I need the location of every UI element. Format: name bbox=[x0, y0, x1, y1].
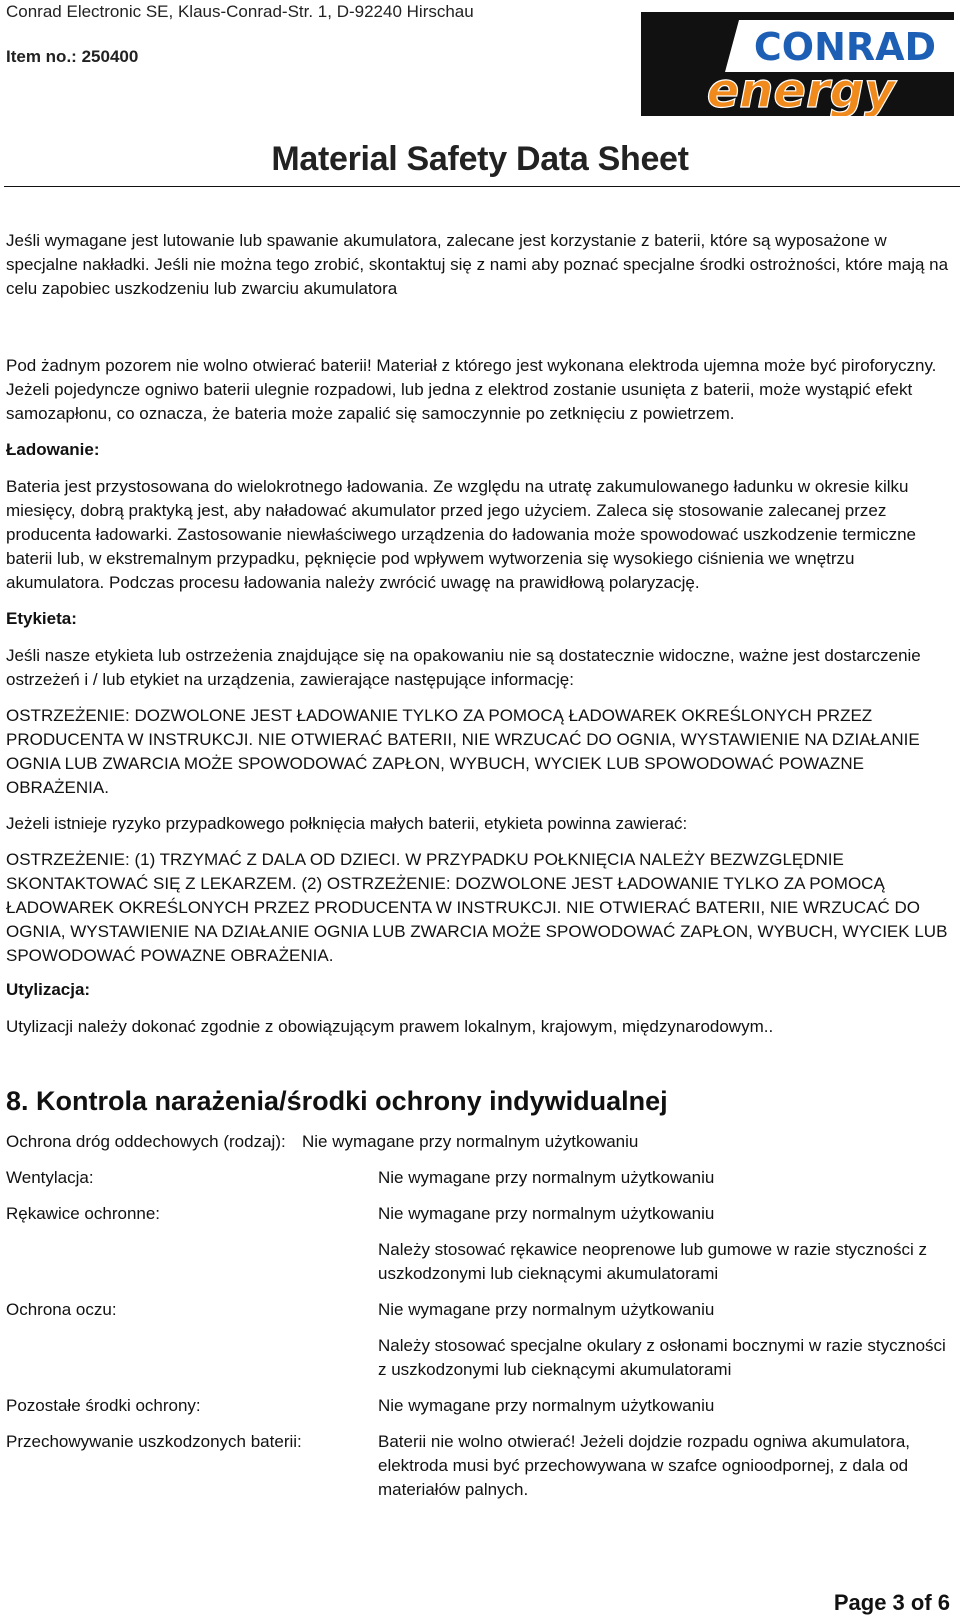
title-divider bbox=[4, 186, 960, 187]
other-measures-label: Pozostałe środki ochrony: bbox=[6, 1396, 201, 1415]
section-8-title: 8. Kontrola narażenia/środki ochrony indywidualnej bbox=[6, 1086, 668, 1116]
disposal-paragraph: Utylizacji należy dokonać zgodnie z obowiązującym prawem lokalnym, krajowym, międzynarodowym.. bbox=[6, 1017, 774, 1036]
label-intro-paragraph: Jeśli nasze etykieta lub ostrzeżenia znajdujące się na opakowaniu nie są dostatecznie widoczne, ważne jest dostarczenie ostrzeżeń i / lub etykiet na urządzenia, zawierające następujące informację: bbox=[6, 646, 921, 689]
eyes-value: Nie wymagane przy normalnym użytkowaniu bbox=[378, 1300, 715, 1319]
logo-energy-text: energy bbox=[706, 63, 896, 116]
logo-conrad-text: CONRAD bbox=[753, 25, 937, 69]
label-heading: Etykieta: bbox=[6, 609, 77, 628]
disposal-heading: Utylizacja: bbox=[6, 980, 91, 999]
page-number: Page 3 of 6 bbox=[833, 1590, 950, 1615]
charging-heading: Ładowanie: bbox=[6, 440, 100, 459]
charging-paragraph: Bateria jest przystosowana do wielokrotnego ładowania. Ze względu na utratę zakumulowanego ładunku w okresie kilku miesięcy, dobrą praktyką jest, aby naładować akumulator przed jego użyciem. Zaleca się stosowanie zalecanej przez producenta ładowarki. Zastosowanie niewłaściwego urządzenia do ładowania może spowodować uszkodzenie termiczne baterii lub, w ekstremalnym przypadku, pęknięcie pod wpływem wytworzenia się wysokiego ciśnienia we wnętrzu akumulatora. Podczas procesu ładowania należy zwrócić uwagę na prawidłową polaryzację. bbox=[6, 477, 917, 592]
gloves-note: Należy stosować rękawice neoprenowe lub gumowe w razie styczności z uszkodzonymi lub cieknącymi akumulatorami bbox=[378, 1240, 927, 1283]
storage-value: Baterii nie wolno otwierać! Jeżeli dojdzie rozpadu ogniwa akumulatora, elektroda musi być przechowywana w szafce ognioodpornej, z dala od materiałów palnych. bbox=[378, 1432, 911, 1499]
logo-graphic bbox=[641, 12, 954, 116]
swallow-intro-paragraph: Jeżeli istnieje ryzyko przypadkowego połknięcia małych baterii, etykieta powinna zawierać: bbox=[6, 814, 688, 833]
document-title: Material Safety Data Sheet bbox=[271, 140, 689, 178]
company-address: Conrad Electronic SE, Klaus-Conrad-Str. 1, D-92240 Hirschau bbox=[6, 2, 474, 21]
other-measures-value: Nie wymagane przy normalnym użytkowaniu bbox=[378, 1396, 715, 1415]
soldering-paragraph: Jeśli wymagane jest lutowanie lub spawanie akumulatora, zalecane jest korzystanie z baterii, które są wyposażone w specjalne nakładki. Jeśli nie można tego zrobić, skontaktuj się z nami aby poznać specjalne środki ostrożności, które mają na celu zapobiec uszkodzeniu lub zwarciu akumulatora bbox=[6, 231, 949, 298]
item-value: 250400 bbox=[81, 47, 139, 66]
respiratory-label: Ochrona dróg oddechowych (rodzaj): bbox=[6, 1132, 286, 1151]
item-number bbox=[6, 47, 138, 67]
warning-paragraph-1: OSTRZEŻENIE: DOZWOLONE JEST ŁADOWANIE TYLKO ZA POMOCĄ ŁADOWAREK OKREŚLONYCH PRZEZ PRODUCENTA W INSTRUKCJI. NIE OTWIERAĆ BATERII, NIE WRZUCAĆ DO OGNIA, WYSTAWIENIE NA DZIAŁANIE OGNIA LUB ZWARCIA MOŻE SPOWODOWAĆ ZAPŁON, WYBUCH, WYCIEK LUB SPOWODOWAĆ POWAZNE OBRAŻENIA. bbox=[6, 706, 920, 797]
no-opening-paragraph: Pod żadnym pozorem nie wolno otwierać baterii! Materiał z którego jest wykonana elektroda ujemna może być piroforyczny. Jeżeli pojedyncze ogniwo baterii ulegnie rozpadowi, lub jedna z elektrod zostanie usunięta z baterii, może wystąpić efekt samozapłonu, co oznacza, że bateria może zapalić się samoczynnie po zetknięciu z powietrzem. bbox=[6, 356, 937, 423]
warning-paragraph-2: OSTRZEŻENIE: (1) TRZYMAĆ Z DALA OD DZIECI. W PRZYPADKU POŁKNIĘCIA NALEŻY BEZWZGLĘDNIE SKONTAKTOWAĆ SIĘ Z LEKARZEM. (2) OSTRZEŻENIE: DOZWOLONE JEST ŁADOWANIE TYLKO ZA POMOCĄ ŁADOWAREK OKREŚLONYCH PRZEZ PRODUCENTA W INSTRUKCJI. NIE OTWIERAĆ BATERII, NIE WRZUCAĆ DO OGNIA, WYSTAWIENIE NA DZIAŁANIE OGNIA LUB ZWARCIA MOŻE SPOWODOWAĆ ZAPŁON, WYBUCH, WYCIEK LUB SPOWODOWAĆ POWAZNE OBRAŻENIA. bbox=[6, 850, 948, 965]
conrad-energy-logo bbox=[641, 12, 954, 116]
eyes-label: Ochrona oczu: bbox=[6, 1300, 117, 1319]
storage-label: Przechowywanie uszkodzonych baterii: bbox=[6, 1432, 302, 1451]
respiratory-value: Nie wymagane przy normalnym użytkowaniu bbox=[302, 1132, 639, 1151]
item-label: Item no.: bbox=[6, 47, 77, 66]
gloves-value: Nie wymagane przy normalnym użytkowaniu bbox=[378, 1204, 715, 1223]
eyes-note: Należy stosować specjalne okulary z osłonami bocznymi w razie styczności z uszkodzonymi lub cieknącymi akumulatorami bbox=[378, 1336, 946, 1379]
ventilation-value: Nie wymagane przy normalnym użytkowaniu bbox=[378, 1168, 715, 1187]
gloves-label: Rękawice ochronne: bbox=[6, 1204, 161, 1223]
ventilation-label: Wentylacja: bbox=[6, 1168, 94, 1187]
